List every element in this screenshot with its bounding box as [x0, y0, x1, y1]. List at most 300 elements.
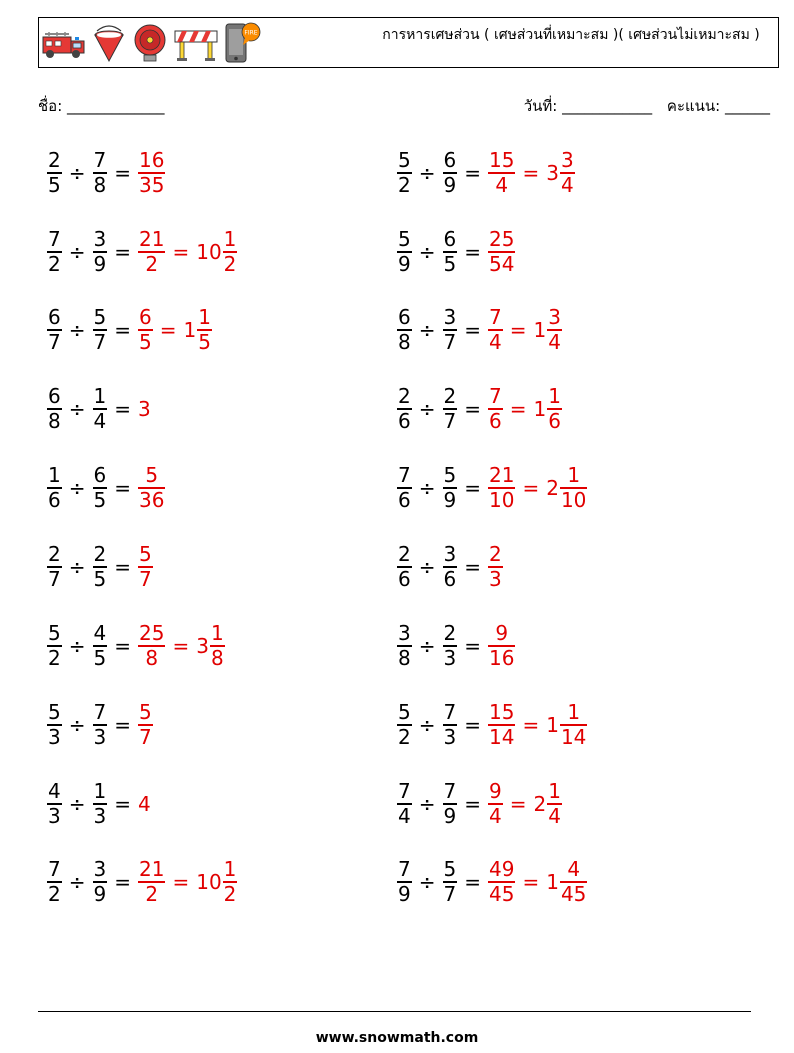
denominator: 7 [139, 724, 152, 749]
denominator: 6 [398, 487, 411, 512]
denominator: 8 [210, 645, 224, 670]
answer-fraction [488, 228, 515, 276]
numerator: 25 [489, 227, 515, 252]
name-field: ชื่อ: _____________ [38, 97, 165, 115]
problem-item [47, 141, 165, 205]
dividend-fraction [47, 464, 62, 512]
mixed-whole: 10 [196, 240, 222, 264]
equals-sign: = [114, 634, 131, 658]
divide-sign: ÷ [418, 318, 436, 342]
divisor-fraction [443, 464, 458, 512]
numerator: 2 [398, 384, 411, 409]
dividend-fraction [397, 622, 412, 670]
divide-sign: ÷ [68, 397, 86, 421]
score-field: คะแนน: ______ [666, 97, 770, 115]
problem-item [397, 614, 515, 678]
answer-mixed-number [534, 306, 562, 354]
fire-bucket-icon [91, 23, 127, 63]
numerator: 3 [443, 542, 457, 567]
answer-equals-sign: = [522, 476, 540, 500]
equals-sign: = [114, 397, 131, 421]
denominator: 4 [489, 803, 502, 828]
numerator: 7 [48, 857, 61, 882]
divide-sign: ÷ [68, 870, 86, 894]
numerator: 7 [443, 700, 457, 725]
divisor-fraction [93, 858, 108, 906]
numerator: 1 [548, 779, 561, 804]
equals-sign: = [464, 792, 481, 816]
denominator: 8 [48, 408, 61, 433]
divide-sign: ÷ [68, 555, 86, 579]
divide-sign: ÷ [418, 634, 436, 658]
divide-sign: ÷ [418, 161, 436, 185]
numerator: 7 [48, 227, 61, 252]
denominator: 4 [398, 803, 411, 828]
denominator: 4 [548, 329, 561, 354]
answer-fraction [488, 306, 503, 354]
answer-whole: 3 [138, 397, 151, 421]
answer-fraction [488, 385, 503, 433]
denominator: 5 [443, 251, 457, 276]
numerator: 1 [567, 700, 581, 725]
divide-sign: ÷ [68, 634, 86, 658]
equals-sign: = [114, 161, 131, 185]
denominator: 4 [93, 408, 107, 433]
denominator: 2 [398, 724, 411, 749]
dividend-fraction [47, 149, 62, 197]
divisor-fraction [443, 622, 458, 670]
numerator: 5 [93, 305, 107, 330]
problem-item [47, 377, 152, 441]
answer-mixed-number [196, 228, 237, 276]
equals-sign: = [114, 318, 131, 342]
answer-equals-sign: = [172, 870, 190, 894]
divide-sign: ÷ [68, 713, 86, 737]
fire-emergency-phone-icon [223, 21, 263, 65]
denominator: 4 [548, 803, 561, 828]
mixed-fraction [547, 306, 562, 354]
numerator: 2 [93, 542, 107, 567]
equals-sign: = [464, 476, 481, 500]
numerator: 6 [139, 305, 152, 330]
denominator: 5 [48, 172, 61, 197]
answer-equals-sign: = [172, 240, 190, 264]
answer-equals-sign: = [522, 161, 540, 185]
fire-alarm-bell-icon [131, 23, 169, 63]
divisor-fraction [443, 701, 458, 749]
numerator: 15 [489, 700, 515, 725]
denominator: 7 [443, 881, 457, 906]
denominator: 5 [93, 487, 107, 512]
denominator: 45 [560, 881, 587, 906]
divide-sign: ÷ [418, 476, 436, 500]
numerator: 5 [398, 227, 411, 252]
divisor-fraction [93, 149, 108, 197]
answer-equals-sign: = [172, 634, 190, 658]
divide-sign: ÷ [68, 476, 86, 500]
answer-fraction [138, 306, 153, 354]
divide-sign: ÷ [68, 318, 86, 342]
answer-mixed-number [546, 464, 587, 512]
numerator: 6 [48, 305, 61, 330]
denominator: 8 [145, 645, 159, 670]
denominator: 3 [443, 645, 457, 670]
denominator: 9 [398, 881, 411, 906]
mixed-fraction [223, 228, 238, 276]
numerator: 21 [139, 857, 165, 882]
denominator: 2 [48, 251, 61, 276]
numerator: 4 [48, 779, 61, 804]
answer-fraction [138, 543, 153, 591]
mixed-whole: 3 [546, 161, 559, 185]
denominator: 9 [398, 251, 411, 276]
problem-item [47, 298, 212, 362]
answer-equals-sign: = [522, 713, 540, 737]
denominator: 7 [443, 329, 457, 354]
denominator: 3 [48, 724, 61, 749]
date-field: วันที่: ____________ [523, 97, 653, 115]
denominator: 7 [48, 566, 61, 591]
denominator: 7 [443, 408, 457, 433]
svg-text:FIRE: FIRE [244, 29, 258, 37]
divisor-fraction [93, 780, 108, 828]
problem-item [47, 614, 225, 678]
denominator: 7 [48, 329, 61, 354]
mixed-fraction [560, 858, 587, 906]
problem-item [47, 772, 152, 836]
divisor-fraction [93, 306, 108, 354]
numerator: 1 [223, 857, 237, 882]
denominator: 6 [443, 566, 457, 591]
dividend-fraction [397, 464, 412, 512]
dividend-fraction [397, 858, 412, 906]
numerator: 1 [48, 463, 61, 488]
answer-mixed-number [534, 780, 562, 828]
answer-fraction [488, 780, 503, 828]
denominator: 9 [443, 487, 457, 512]
mixed-whole: 1 [546, 713, 559, 737]
denominator: 9 [443, 803, 457, 828]
problem-item [47, 693, 153, 757]
equals-sign: = [114, 555, 131, 579]
answer-fraction [138, 858, 165, 906]
road-barrier-icon [173, 23, 219, 63]
mixed-fraction [560, 701, 587, 749]
numerator: 3 [398, 621, 411, 646]
divide-sign: ÷ [68, 792, 86, 816]
answer-equals-sign: = [509, 397, 527, 421]
mixed-whole: 1 [183, 318, 197, 342]
equals-sign: = [114, 792, 131, 816]
answer-fraction [488, 149, 515, 197]
problem-item [47, 850, 237, 914]
numerator: 6 [398, 305, 411, 330]
numerator: 5 [48, 700, 61, 725]
answer-equals-sign: = [509, 318, 527, 342]
denominator: 2 [145, 251, 159, 276]
numerator: 5 [139, 542, 152, 567]
problem-item [47, 535, 153, 599]
numerator: 2 [398, 542, 411, 567]
answer-mixed-number [546, 149, 574, 197]
divisor-fraction [443, 306, 458, 354]
denominator: 4 [489, 329, 502, 354]
problem-item [397, 220, 515, 284]
denominator: 5 [93, 566, 107, 591]
numerator: 5 [443, 463, 457, 488]
numerator: 1 [210, 621, 224, 646]
divide-sign: ÷ [68, 240, 86, 264]
dividend-fraction [397, 149, 412, 197]
denominator: 7 [139, 566, 152, 591]
numerator: 7 [93, 700, 107, 725]
equals-sign: = [464, 318, 481, 342]
denominator: 3 [489, 566, 502, 591]
denominator: 54 [489, 251, 515, 276]
numerator: 4 [93, 621, 107, 646]
numerator: 6 [48, 384, 61, 409]
numerator: 5 [145, 463, 159, 488]
problem-item [397, 141, 575, 205]
problem-item [397, 850, 587, 914]
equals-sign: = [464, 397, 481, 421]
equals-sign: = [114, 476, 131, 500]
problem-item [397, 456, 587, 520]
answer-fraction [488, 464, 515, 512]
numerator: 7 [398, 779, 411, 804]
divisor-fraction [93, 464, 108, 512]
dividend-fraction [397, 385, 412, 433]
divisor-fraction [93, 385, 108, 433]
divisor-fraction [93, 228, 108, 276]
denominator: 2 [223, 881, 237, 906]
denominator: 9 [93, 881, 107, 906]
numerator: 7 [398, 857, 411, 882]
problem-item [397, 298, 562, 362]
denominator: 6 [489, 408, 502, 433]
denominator: 2 [145, 881, 159, 906]
numerator: 1 [93, 384, 107, 409]
denominator: 36 [139, 487, 165, 512]
answer-fraction [138, 464, 165, 512]
answer-fraction [138, 149, 165, 197]
problem-item [397, 693, 587, 757]
denominator: 6 [398, 566, 411, 591]
equals-sign: = [464, 870, 481, 894]
denominator: 5 [198, 329, 211, 354]
numerator: 7 [489, 305, 502, 330]
numerator: 2 [48, 542, 61, 567]
answer-fraction [138, 622, 165, 670]
problem-item [397, 377, 562, 441]
equals-sign: = [464, 240, 481, 264]
mixed-whole: 1 [546, 870, 559, 894]
numerator: 2 [443, 621, 457, 646]
divide-sign: ÷ [418, 397, 436, 421]
footer-divider [38, 1011, 751, 1012]
numerator: 21 [489, 463, 515, 488]
numerator: 6 [93, 463, 107, 488]
problem-item [47, 220, 237, 284]
divide-sign: ÷ [418, 870, 436, 894]
divisor-fraction [443, 149, 458, 197]
numerator: 2 [48, 148, 61, 173]
denominator: 2 [398, 172, 411, 197]
mixed-fraction [547, 385, 562, 433]
answer-fraction [488, 701, 515, 749]
divide-sign: ÷ [418, 713, 436, 737]
dividend-fraction [397, 701, 412, 749]
numerator: 1 [548, 384, 561, 409]
numerator: 4 [567, 857, 581, 882]
denominator: 5 [93, 645, 107, 670]
numerator: 9 [489, 779, 502, 804]
dividend-fraction [397, 228, 412, 276]
divide-sign: ÷ [418, 792, 436, 816]
numerator: 6 [443, 148, 457, 173]
mixed-whole: 2 [533, 792, 547, 816]
numerator: 2 [443, 384, 457, 409]
numerator: 15 [489, 148, 515, 173]
dividend-fraction [47, 780, 62, 828]
numerator: 5 [398, 700, 411, 725]
denominator: 45 [489, 881, 515, 906]
answer-equals-sign: = [522, 870, 540, 894]
numerator: 1 [93, 779, 107, 804]
numerator: 5 [139, 700, 152, 725]
footer-url: www.snowmath.com [315, 1030, 479, 1046]
divisor-fraction [443, 228, 458, 276]
dividend-fraction [47, 228, 62, 276]
answer-equals-sign: = [159, 318, 177, 342]
denominator: 6 [548, 408, 561, 433]
header-icons [41, 20, 263, 66]
divisor-fraction [93, 701, 108, 749]
numerator: 16 [139, 148, 165, 173]
denominator: 10 [489, 487, 515, 512]
denominator: 14 [560, 724, 587, 749]
dividend-fraction [47, 543, 62, 591]
denominator: 14 [489, 724, 515, 749]
numerator: 7 [93, 148, 107, 173]
numerator: 5 [398, 148, 411, 173]
mixed-fraction [547, 780, 562, 828]
worksheet-header [38, 17, 779, 68]
fire-truck-icon [41, 23, 87, 63]
denominator: 5 [139, 329, 152, 354]
dividend-fraction [397, 780, 412, 828]
answer-mixed-number [534, 385, 562, 433]
answer-fraction [488, 543, 503, 591]
numerator: 25 [139, 621, 165, 646]
divisor-fraction [443, 543, 458, 591]
dividend-fraction [47, 622, 62, 670]
numerator: 9 [495, 621, 509, 646]
dividend-fraction [47, 385, 62, 433]
divisor-fraction [93, 543, 108, 591]
mixed-whole: 3 [196, 634, 209, 658]
denominator: 3 [93, 724, 107, 749]
denominator: 2 [48, 645, 61, 670]
denominator: 9 [93, 251, 107, 276]
equals-sign: = [114, 713, 131, 737]
divisor-fraction [443, 858, 458, 906]
answer-fraction [138, 228, 165, 276]
equals-sign: = [464, 713, 481, 737]
denominator: 4 [495, 172, 509, 197]
denominator: 10 [560, 487, 587, 512]
numerator: 6 [443, 227, 457, 252]
answer-mixed-number [196, 622, 224, 670]
equals-sign: = [114, 870, 131, 894]
divide-sign: ÷ [418, 555, 436, 579]
problem-item [47, 456, 165, 520]
denominator: 9 [443, 172, 457, 197]
answer-fraction [138, 701, 153, 749]
mixed-fraction [560, 464, 587, 512]
dividend-fraction [47, 701, 62, 749]
denominator: 8 [398, 329, 411, 354]
denominator: 3 [48, 803, 61, 828]
numerator: 7 [398, 463, 411, 488]
numerator: 5 [48, 621, 61, 646]
dividend-fraction [47, 858, 62, 906]
denominator: 8 [93, 172, 107, 197]
answer-mixed-number [546, 858, 587, 906]
numerator: 1 [198, 305, 211, 330]
denominator: 2 [223, 251, 237, 276]
problem-item [397, 535, 503, 599]
numerator: 7 [489, 384, 502, 409]
mixed-fraction [210, 622, 225, 670]
dividend-fraction [397, 306, 412, 354]
denominator: 7 [93, 329, 107, 354]
divisor-fraction [443, 780, 458, 828]
answer-mixed-number [184, 306, 212, 354]
denominator: 2 [48, 881, 61, 906]
denominator: 6 [48, 487, 61, 512]
numerator: 7 [443, 779, 457, 804]
answer-equals-sign: = [509, 792, 527, 816]
mixed-whole: 1 [533, 318, 547, 342]
worksheet-title: การหารเศษส่วน ( เศษส่วนที่เหมาะสม )( เศษส่วนไม่เหมาะสม ) [382, 27, 760, 43]
numerator: 3 [93, 857, 107, 882]
answer-mixed-number [196, 858, 237, 906]
equals-sign: = [464, 161, 481, 185]
mixed-fraction [223, 858, 238, 906]
denominator: 6 [398, 408, 411, 433]
answer-whole: 4 [138, 792, 151, 816]
numerator: 1 [223, 227, 237, 252]
numerator: 2 [489, 542, 502, 567]
divide-sign: ÷ [68, 161, 86, 185]
numerator: 3 [443, 305, 457, 330]
mixed-fraction [560, 149, 575, 197]
divisor-fraction [443, 385, 458, 433]
answer-fraction [488, 858, 515, 906]
equals-sign: = [464, 555, 481, 579]
mixed-whole: 2 [546, 476, 559, 500]
equals-sign: = [114, 240, 131, 264]
numerator: 5 [443, 857, 457, 882]
numerator: 3 [93, 227, 107, 252]
denominator: 35 [139, 172, 165, 197]
divisor-fraction [93, 622, 108, 670]
mixed-whole: 1 [533, 397, 547, 421]
mixed-whole: 10 [196, 870, 222, 894]
mixed-fraction [197, 306, 212, 354]
divide-sign: ÷ [418, 240, 436, 264]
